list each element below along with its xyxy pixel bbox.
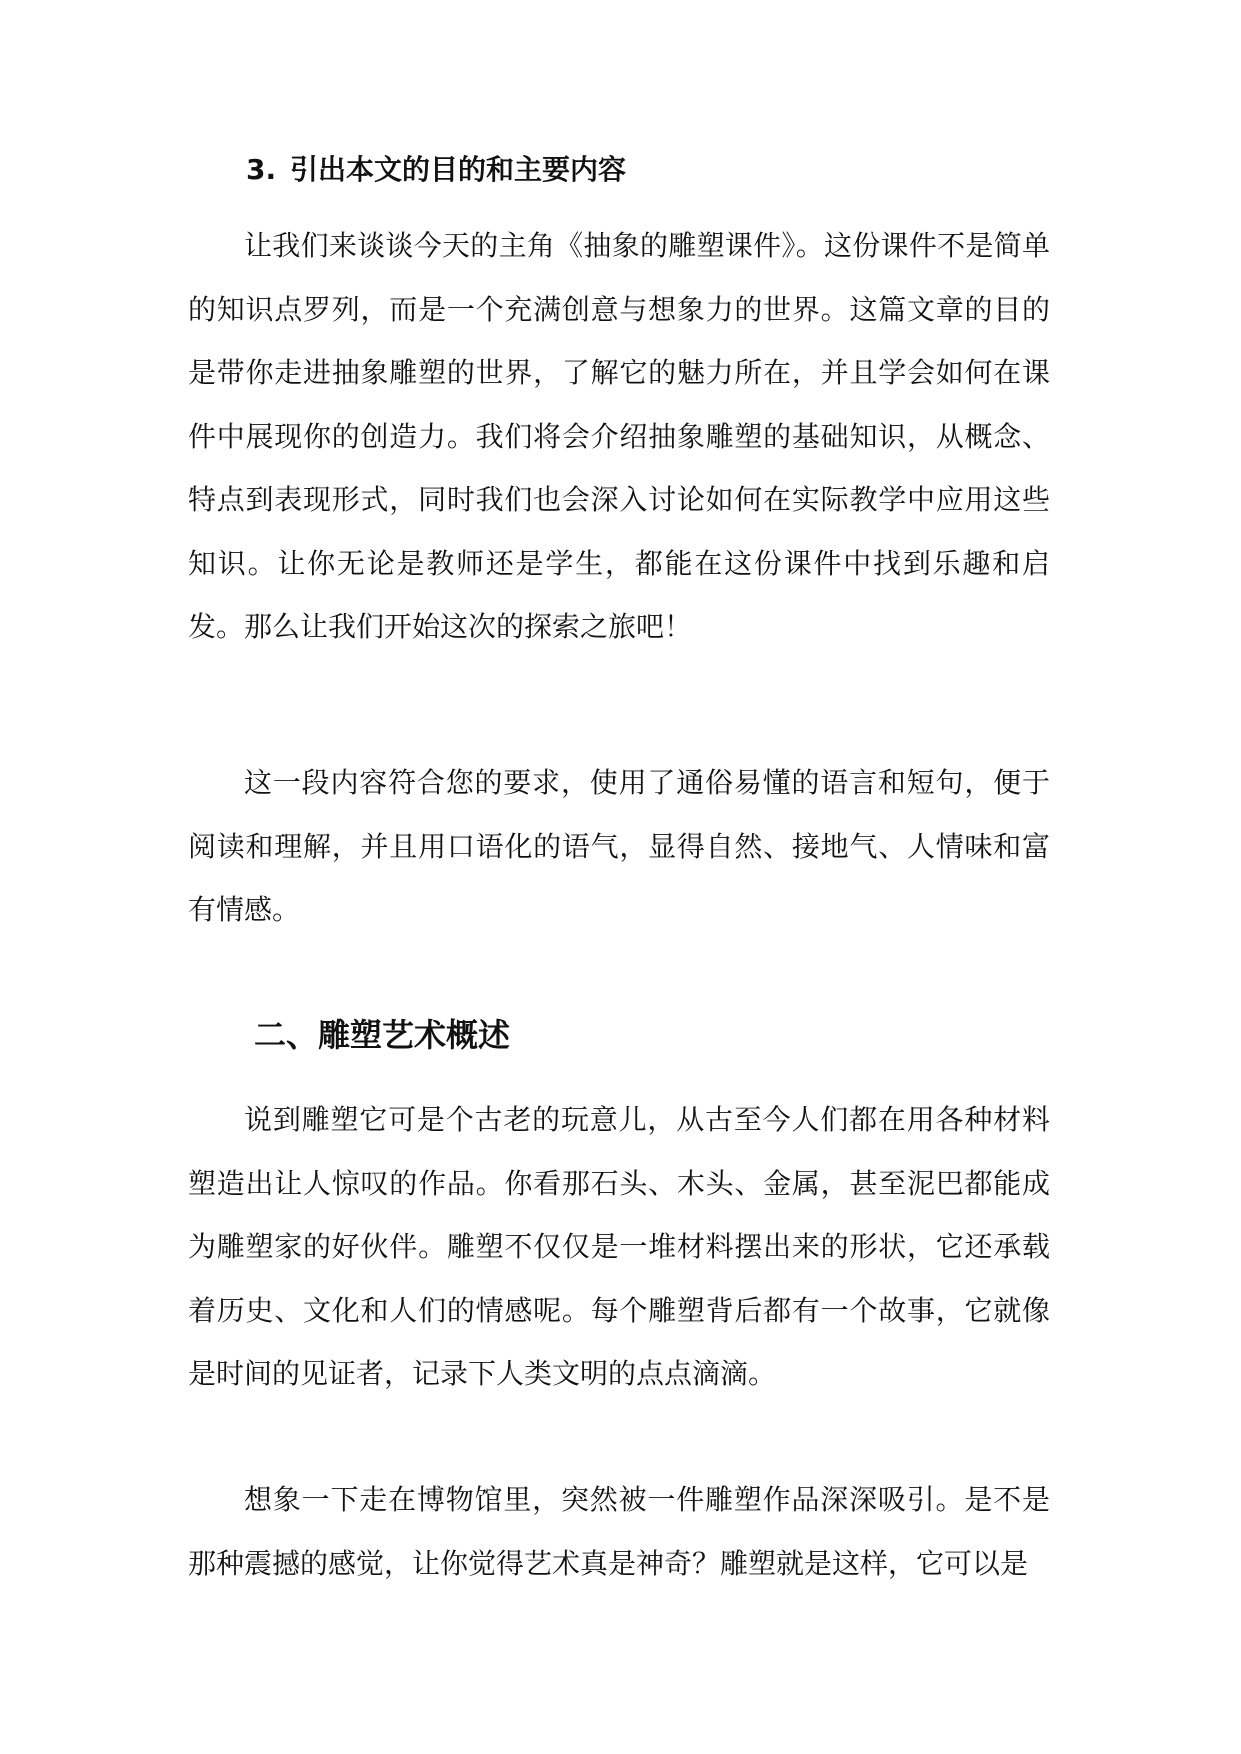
section-title: 引出本文的目的和主要内容 <box>290 153 627 186</box>
body-paragraph: 想象一下走在博物馆里，突然被一件雕塑作品深深吸引。是不是那种震撼的感觉，让你觉得艺术真是神奇？雕塑就是这样，它可以是 <box>188 1483 1050 1580</box>
body-paragraph: 让我们来谈谈今天的主角《抽象的雕塑课件》。这份课件不是简单的知识点罗列，而是一个充满创意与想象力的世界。这篇文章的目的是带你走进抽象雕塑的世界，了解它的魅力所在，并且学会如何在课件中展现你的创造力。我们将会介绍抽象雕塑的基础知识，从概念、特点到表现形式，同时我们也会深入讨论如何在实际教学中应用这些知识。让你无论是教师还是学生，都能在这份课件中找到乐趣和启发。那么让我们开始这次的探索之旅吧！ <box>188 229 1050 643</box>
body-paragraph: 这一段内容符合您的要求，使用了通俗易懂的语言和短句，便于阅读和理解，并且用口语化的语气，显得自然、接地气、人情味和富有情感。 <box>188 766 1050 926</box>
section-heading <box>246 150 626 190</box>
section-number: 3. <box>246 153 277 186</box>
body-paragraph: 说到雕塑它可是个古老的玩意儿，从古至今人们都在用各种材料塑造出让人惊叹的作品。你看那石头、木头、金属，甚至泥巴都能成为雕塑家的好伙伴。雕塑不仅仅是一堆材料摆出来的形状，它还承载着历史、文化和人们的情感呢。每个雕塑背后都有一个故事，它就像是时间的见证者，记录下人类文明的点点滴滴。 <box>188 1103 1050 1390</box>
chapter-heading: 二、雕塑艺术概述 <box>254 1016 511 1054</box>
